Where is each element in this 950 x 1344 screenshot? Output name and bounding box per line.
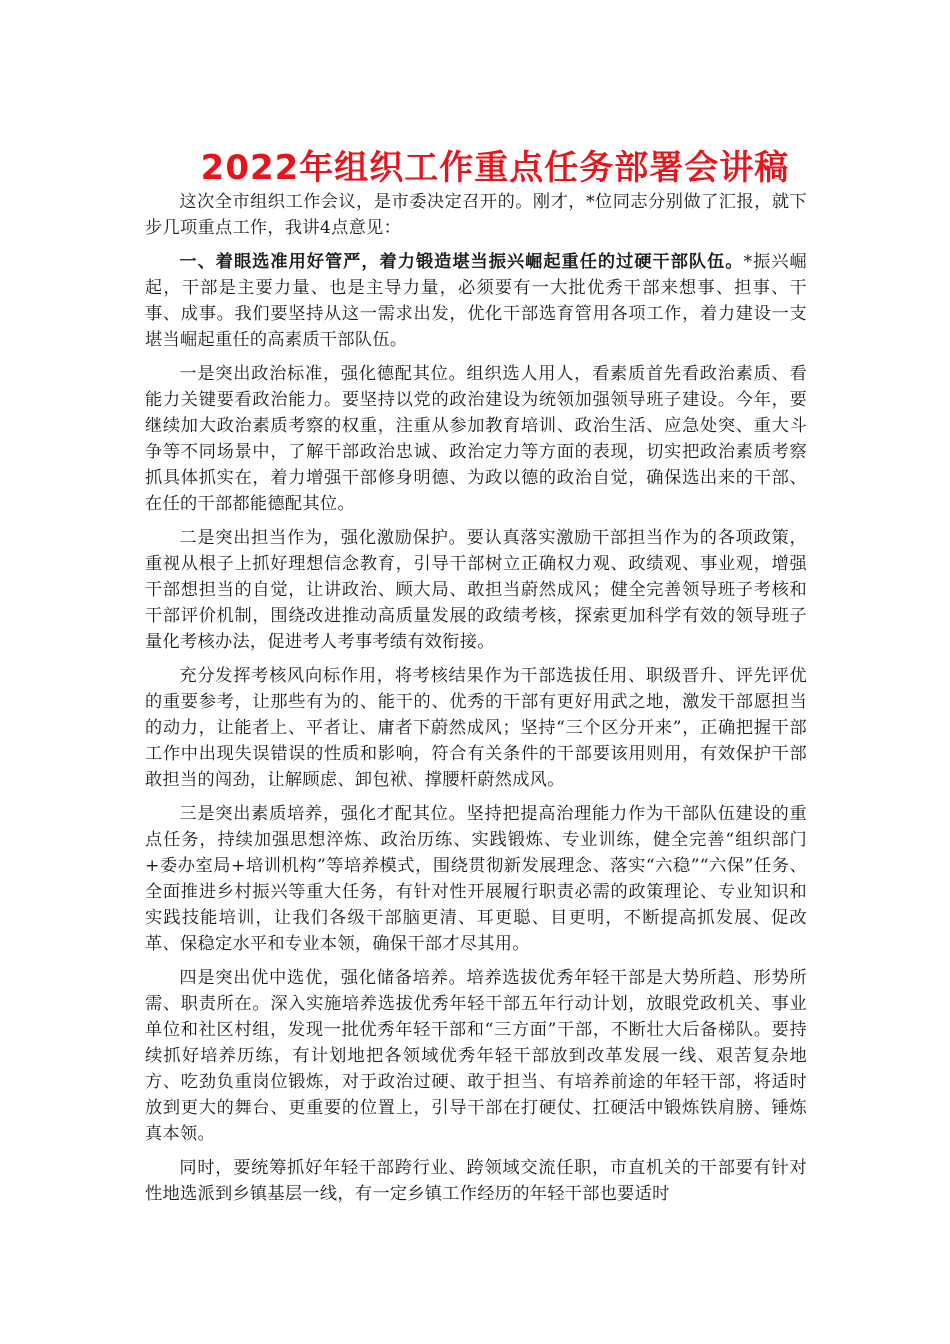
paragraph-text: 三是突出素质培养，强化才配其位。坚持把提高治理能力作为干部队伍建设的重点任务，持续加强思想淬炼、政治历练、实践锻炼、专业训练，健全完善“组织部门+委办室局+培训机构”等培养模式，围绕贯彻新发展理念、落实“六稳”“六保”任务、全面推进乡村振兴等重大任务，有针对性开展履行职责必需的政策理论、专业知识和实践技能培训，让我们各级干部脑更清、耳更聪、目更明，不断提高抓发展、促改革、保稳定水平和专业本领，确保干部才尽其用。 xyxy=(145,804,807,954)
section-heading: 一、着眼选准用好管严，着力锻造堪当振兴崛起重任的过硬干部队伍。 xyxy=(179,252,744,272)
paragraph xyxy=(145,249,807,353)
paragraph-text: *振兴崛起，干部是主要力量、也是主导力量，必须要有一大批优秀干部来想事、担事、干事、成事。我们要坚持从这一需求出发，优化干部选育管用各项工作，着力建设一支堪当崛起重任的高素质干部队伍。 xyxy=(145,252,808,350)
document-title: 2022年组织工作重点任务部署会讲稿 xyxy=(200,148,790,188)
paragraph-text: 这次全市组织工作会议，是市委决定召开的。刚才，*位同志分别做了汇报，就下步几项重点工作，我讲4点意见： xyxy=(145,192,807,238)
paragraph xyxy=(145,965,807,1147)
paragraph-text: 充分发挥考核风向标作用，将考核结果作为干部选拔任用、职级晋升、评先评优的重要参考，让那些有为的、能干的、优秀的干部有更好用武之地，激发干部愿担当的动力，让能者上、平者让、庸者下蔚然成风；坚持“三个区分开来”，正确把握干部工作中出现失误错误的性质和影响，符合有关条件的干部要该用则用，有效保护干部敢担当的闯劲，让解顾虑、卸包袱、撑腰杆蔚然成风。 xyxy=(145,666,807,790)
paragraph xyxy=(145,525,807,655)
paragraph xyxy=(145,189,807,241)
paragraph xyxy=(145,801,807,957)
paragraph-text: 二是突出担当作为，强化激励保护。要认真落实激励干部担当作为的各项政策，重视从根子上抓好理想信念教育，引导干部树立正确权力观、政绩观、事业观，增强干部想担当的自觉，让讲政治、顾大局、敢担当蔚然成风；健全完善领导班子考核和干部评价机制，围绕改进推动高质量发展的政绩考核，探索更加科学有效的领导班子量化考核办法，促进考人考事考绩有效衔接。 xyxy=(145,528,807,652)
paragraph-text: 同时，要统筹抓好年轻干部跨行业、跨领域交流任职，市直机关的干部要有针对性地选派到乡镇基层一线，有一定乡镇工作经历的年轻干部也要适时 xyxy=(145,1158,807,1204)
paragraph xyxy=(145,1155,807,1207)
document-body xyxy=(145,189,807,1215)
paragraph-text: 四是突出优中选优，强化储备培养。培养选拔优秀年轻干部是大势所趋、形势所需、职责所在。深入实施培养选拔优秀年轻干部五年行动计划，放眼党政机关、事业单位和社区村组，发现一批优秀年轻干部和“三方面”干部，不断壮大后备梯队。要持续抓好培养历练，有计划地把各领域优秀年轻干部放到改革发展一线、艰苦复杂地方、吃劲负重岗位锻炼，对于政治过硬、敢于担当、有培养前途的年轻干部，将适时放到更大的舞台、更重要的位置上，引导干部在打硬仗、扛硬活中锻炼铁肩膀、锤炼真本领。 xyxy=(145,968,807,1144)
paragraph xyxy=(145,361,807,517)
paragraph-text: 一是突出政治标准，强化德配其位。组织选人用人，看素质首先看政治素质、看能力关键要看政治能力。要坚持以党的政治建设为统领加强领导班子建设。今年，要继续加大政治素质考察的权重，注重从参加教育培训、政治生活、应急处突、重大斗争等不同场景中，了解干部政治忠诚、政治定力等方面的表现，切实把政治素质考察抓具体抓实在，着力增强干部修身明德、为政以德的政治自觉，确保选出来的干部、在任的干部都能德配其位。 xyxy=(145,364,807,514)
paragraph xyxy=(145,663,807,793)
